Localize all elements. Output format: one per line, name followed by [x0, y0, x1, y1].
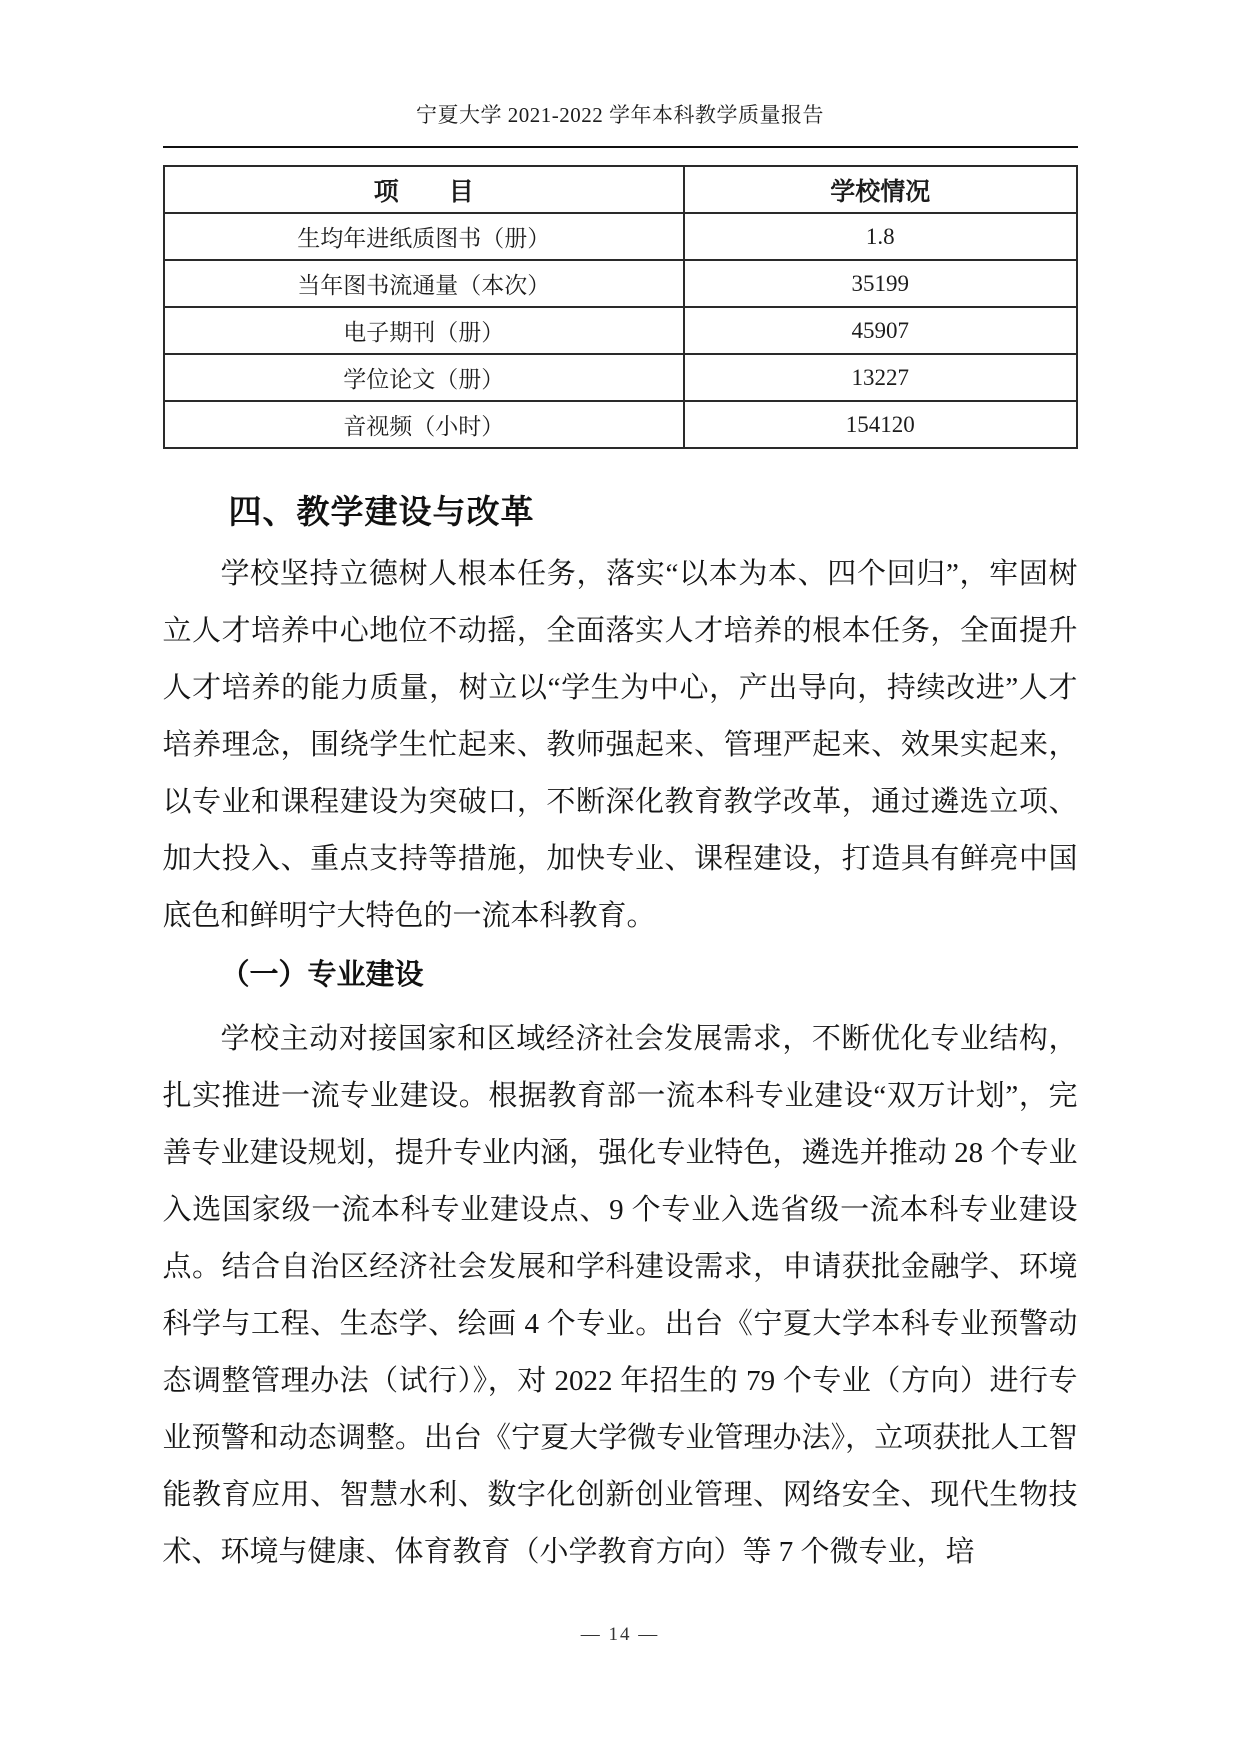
document-header-title: 宁夏大学 2021-2022 学年本科教学质量报告	[416, 103, 824, 127]
section-4-paragraph: 学校坚持立德树人根本任务，落实“以本为本、四个回归”，牢固树立人才培养中心地位不动摇，全面落实人才培养的根本任务，全面提升人才培养的能力质量，树立以“学生为中心，产出导向，持续改进”人才培养理念，围绕学生忙起来、教师强起来、管理严起来、效果实起来，以专业和课程建设为突破口，不断深化教育教学改革，通过遴选立项、加大投入、重点支持等措施，加快专业、课程建设，打造具有鲜亮中国底色和鲜明宁大特色的一流本科教育。	[162, 558, 1078, 932]
subsection-1-paragraph: 学校主动对接国家和区域经济社会发展需求，不断优化专业结构，扎实推进一流专业建设。根据教育部一流本科专业建设“双万计划”，完善专业建设规划，提升专业内涵，强化专业特色，遴选并推动 28 个专业入选国家级一流本科专业建设点、9 个专业入选省级一流本科专业建设点。结合自治区经济社会发展和学科建设需求，申请获批金融学、环境科学与工程、生态学、绘画 4 个专业。出台《宁夏大学本科专业预警动态调整管理办法（试行）》，对 2022 年招生的 79 个专业（方向）进行专业预警和动态调整。出台《宁夏大学微专业管理办法》，立项获批人工智能教育应用、智慧水利、数字化创新创业管理、网络安全、现代生物技术、环境与健康、体育教育（小学教育方向）等 7 个微专业，培	[162, 1023, 1078, 1568]
section-heading-4: 四、教学建设与改革	[228, 493, 535, 530]
page-number: — 14 —	[580, 1624, 660, 1645]
row-item-value: 1.8	[684, 213, 1077, 260]
row-item-value: 35199	[684, 260, 1077, 307]
row-item-value: 154120	[684, 401, 1077, 448]
table-row	[164, 213, 1077, 260]
library-stats-table	[163, 165, 1078, 449]
row-item-value: 13227	[684, 354, 1077, 401]
row-item-value: 45907	[684, 307, 1077, 354]
row-item-label: 音视频（小时）	[164, 401, 684, 448]
column-header-item: 项 目	[164, 166, 684, 213]
row-item-label: 学位论文（册）	[164, 354, 684, 401]
column-header-value: 学校情况	[684, 166, 1077, 213]
table-row	[164, 307, 1077, 354]
page-content	[163, 0, 1078, 1581]
table-row	[164, 260, 1077, 307]
table-header-row	[164, 166, 1077, 213]
subsection-heading-1: （一）专业建设	[220, 959, 424, 991]
row-item-label: 生均年进纸质图书（册）	[164, 213, 684, 260]
table-row	[164, 354, 1077, 401]
table-row	[164, 401, 1077, 448]
header-rule	[163, 146, 1078, 148]
row-item-label: 当年图书流通量（本次）	[164, 260, 684, 307]
row-item-label: 电子期刊（册）	[164, 307, 684, 354]
